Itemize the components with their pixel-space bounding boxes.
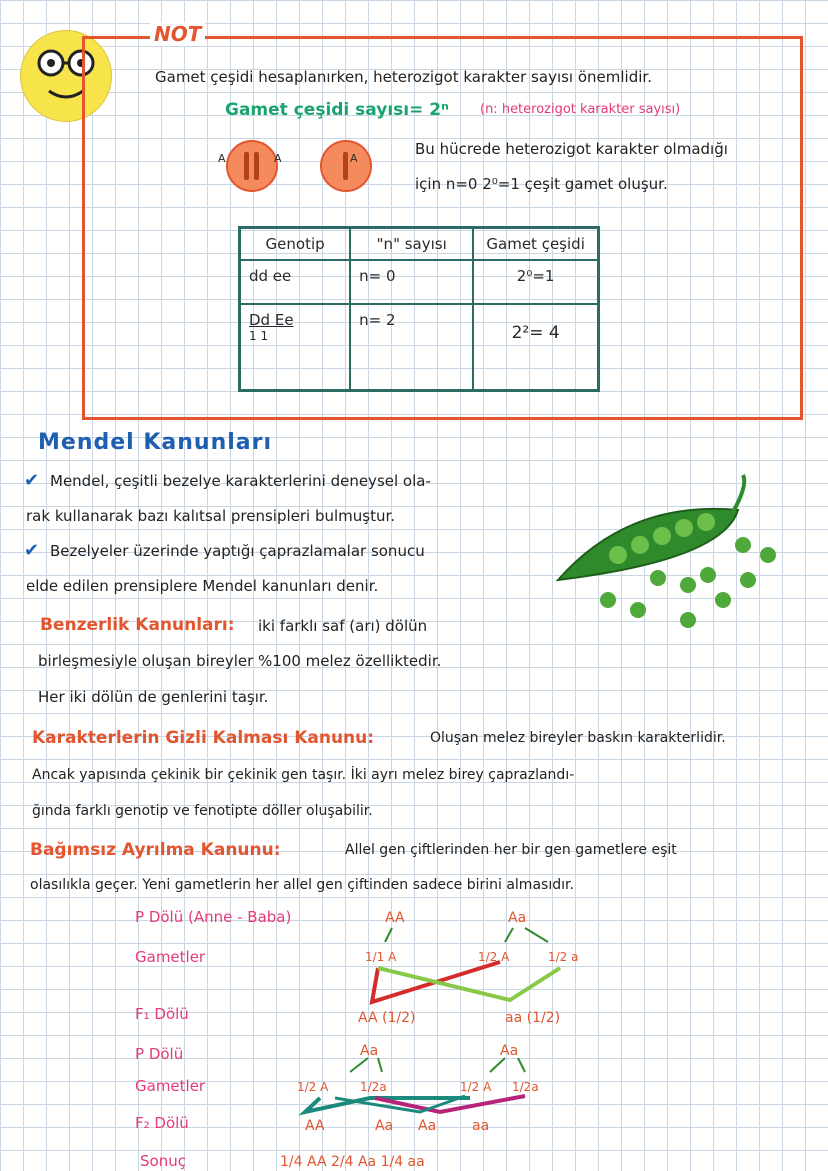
explain-line-1: Bu hücrede heterozigot karakter olmadığı	[415, 140, 728, 158]
benzerlik-title: Benzerlik Kanunları:	[40, 615, 235, 635]
gamete-value: 1/2 a	[548, 950, 579, 964]
parent-genotype: Aa	[508, 910, 527, 926]
cell1-label: A	[218, 152, 226, 165]
table-header: Gamet çeşidi	[473, 228, 598, 261]
gamete2-value: 1/2 A	[460, 1080, 492, 1094]
check-icon: ✔	[24, 540, 40, 561]
check-icon: ✔	[24, 470, 40, 491]
result-value: 1/4 AA 2/4 Aa 1/4 aa	[280, 1154, 425, 1170]
gizli-line1: Oluşan melez bireyler baskın karakterlidir.	[430, 730, 726, 746]
mendel-p2-line2: elde edilen prensiplere Mendel kanunları denir.	[26, 577, 379, 595]
parent2-genotype: Aa	[360, 1043, 379, 1059]
gizli-title: Karakterlerin Gizli Kalması Kanunu:	[32, 728, 375, 748]
gizli-line2: Ancak yapısında çekinik bir çekinik gen taşır. İki ayrı melez birey çaprazlandı-	[32, 767, 575, 783]
parent2-genotype: Aa	[500, 1043, 519, 1059]
gamete2-value: 1/2 A	[297, 1080, 329, 1094]
table-cell: dd ee	[240, 260, 351, 304]
parent-genotype: AA	[385, 910, 405, 926]
gamete-value: 1/1 A	[365, 950, 397, 964]
f2-genotype: Aa	[418, 1118, 437, 1134]
f2-genotype: Aa	[375, 1118, 394, 1134]
gamete2-value: 1/2a	[512, 1080, 539, 1094]
f2-genotype: AA	[305, 1118, 325, 1134]
explain-line-2: için n=0 2⁰=1 çeşit gamet oluşur.	[415, 175, 668, 193]
benzerlik-line2: birleşmesiyle oluşan bireyler %100 melez özelliktedir.	[38, 652, 442, 670]
bagimsiz-line2: olasılıkla geçer. Yeni gametlerin her allel gen çiftinden sadece birini almasıdır.	[30, 877, 574, 893]
mendel-p1-line1: Mendel, çeşitli bezelye karakterlerini deneysel ola-	[50, 472, 431, 490]
table-cell: 2²= 4	[473, 304, 598, 390]
f1-genotype: AA (1/2)	[358, 1010, 416, 1026]
note-label: NOT	[150, 22, 205, 46]
benzerlik-line1: iki farklı saf (arı) dölün	[258, 617, 428, 635]
table-header: "n" sayısı	[350, 228, 473, 261]
gamete2-value: 1/2a	[360, 1080, 387, 1094]
p-generation-label: P Dölü (Anne - Baba)	[135, 908, 292, 926]
mendel-title: Mendel Kanunları	[38, 430, 273, 455]
formula-note: (n: heterozigot karakter sayısı)	[480, 102, 681, 117]
genotype-subscript: 1 1	[249, 329, 269, 343]
gametes-label: Gametler	[135, 948, 206, 966]
genotype-value: Dd Ee	[249, 311, 294, 329]
table-cell: 2⁰=1	[473, 260, 598, 304]
result-label: Sonuç	[140, 1152, 186, 1170]
mendel-p2-line1: Bezelyeler üzerinde yaptığı çaprazlamalar sonucu	[50, 542, 425, 560]
gametes2-label: Gametler	[135, 1077, 206, 1095]
cell2-label: A	[350, 152, 358, 165]
f2-generation-label: F₂ Dölü	[135, 1114, 189, 1132]
table-cell: n= 0	[350, 260, 473, 304]
p2-generation-label: P Dölü	[135, 1045, 184, 1063]
note-line-1: Gamet çeşidi hesaplanırken, heterozigot karakter sayısı önemlidir.	[155, 68, 652, 86]
table-cell: n= 2	[350, 304, 473, 390]
f1-generation-label: F₁ Dölü	[135, 1005, 189, 1023]
gamete-value: 1/2 A	[478, 950, 510, 964]
table-header: Genotip	[240, 228, 351, 261]
gizli-line3: ğında farklı genotip ve fenotipte döller oluşabilir.	[32, 803, 373, 819]
benzerlik-line3: Her iki dölün de genlerini taşır.	[38, 688, 269, 706]
formula-title: Gamet çeşidi sayısı= 2ⁿ	[225, 100, 449, 120]
cell1-label-b: A	[274, 152, 282, 165]
mendel-p1-line2: rak kullanarak bazı kalıtsal prensipleri bulmuştur.	[26, 507, 396, 525]
bagimsiz-title: Bağımsız Ayrılma Kanunu:	[30, 840, 281, 860]
f1-genotype: aa (1/2)	[505, 1010, 561, 1026]
bagimsiz-line1: Allel gen çiftlerinden her bir gen gametlere eşit	[345, 842, 677, 858]
f2-genotype: aa	[472, 1118, 490, 1134]
